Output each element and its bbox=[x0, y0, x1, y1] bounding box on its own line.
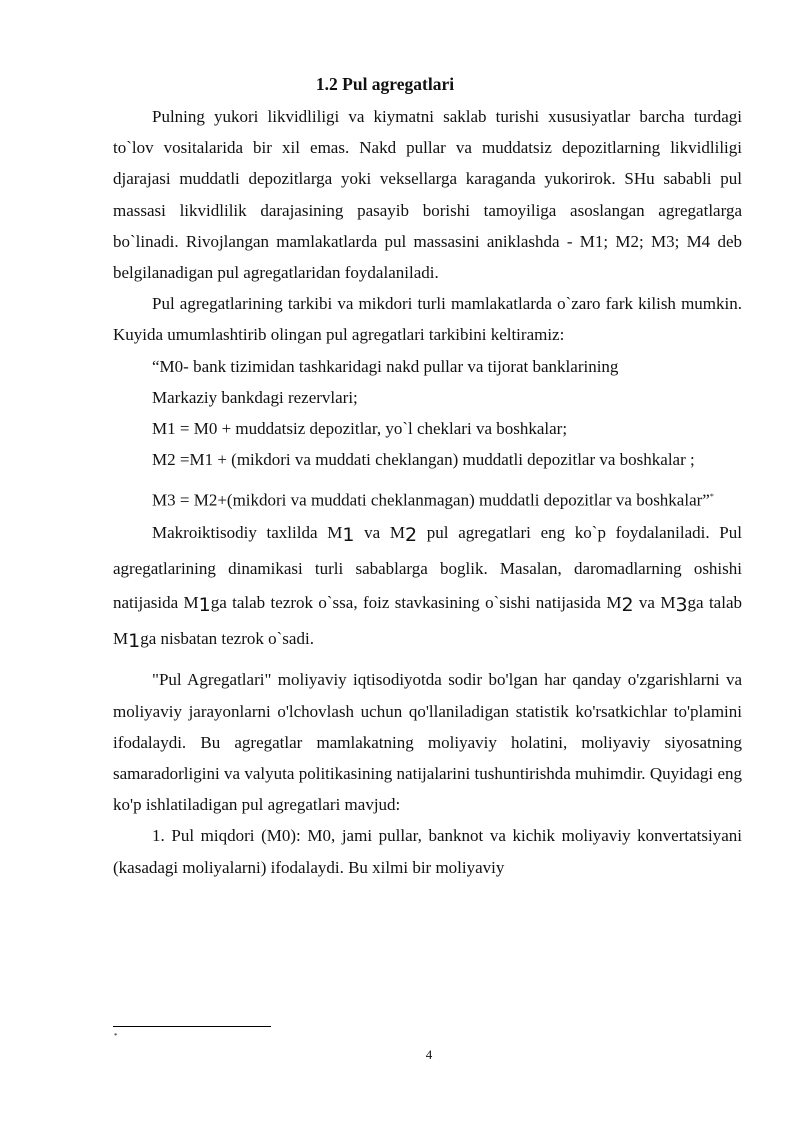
paragraph-aggregates-definition: "Pul Agregatlari" moliyaviy iqtisodiyotda sodir bo'lgan har qanday o'zgarishlarni va moliyaviy jarayonlarni o'lchovlash uchun qo'llaniladigan statistik ko'rsatkichlar to'plamini ifodalaydi. Bu agregatlar mamlakatning moliyaviy holatini, moliyaviy siyosatning samaradorligini va valyuta politikasining natijalarini tushuntirishda muhimdir. Quyidagi eng ko'p ishlatiladigan pul agregatlari mavjud: bbox=[113, 670, 742, 815]
quote-line-m0: “M0- bank tizimidan tashkaridagi nakd pullar va tijorat banklarining bbox=[152, 356, 619, 376]
body-text bbox=[113, 101, 742, 883]
footnote-marker: * bbox=[114, 1032, 118, 1040]
footnote-divider bbox=[113, 1026, 271, 1027]
paragraph-m0-item: 1. Pul miqdori (M0): M0, jami pullar, banknot va kichik moliyaviy konvertatsiyani (kasadagi moliyalarni) ifodalaydi. Bu xilmi bir moliyaviy bbox=[113, 826, 742, 877]
quote-line-m2: M2 =M1 + (mikdori va muddati cheklangan) muddatli depozitlar va boshkalar ; bbox=[152, 450, 695, 470]
page-number: 4 bbox=[425, 1047, 433, 1062]
paragraph-macro-analysis: Makroiktisodiy taxlilda M1 va M2 pul agregatlari eng ko`p foydalaniladi. Pul agregatlarining dinamikasi turli sabablarga boglik. Masalan, daromadlarning oshishi natijasida M1ga talab tezrok o`ssa, foiz stavkasining o`sishi natijasida M2 va M3ga talab M1ga nisbatan tezrok o`sadi. bbox=[113, 523, 742, 653]
quote-line-m3-text: M3 = M2+(mikdori va muddati cheklanmagan) muddatli depozitlar va boshkalar” bbox=[152, 491, 710, 511]
quote-line-m3 bbox=[113, 481, 742, 516]
quote-line-reserves: Markaziy bankdagi rezervlari; bbox=[152, 387, 358, 407]
quote-line-m1: M1 = M0 + muddatsiz depozitlar, yo`l cheklari va boshkalar; bbox=[152, 419, 568, 439]
section-heading: 1.2 Pul agregatlari bbox=[315, 74, 455, 94]
paragraph-intro: Pulning yukori likvidliligi va kiymatni saklab turishi xususiyatlar barcha turdagi to`lov vositalarida bir xil emas. Nakd pullar va muddatsiz depozitlarning likvidliligi djarajasi muddatli depozitlarga yoki veksellarga karaganda yukorirok. SHu sababli pul massasi likvidlilik darajasining pasayib borishi tamoyiliga asoslangan agregatlarga bo`linadi. Rivojlangan mamlakatlarda pul massasini aniklashda - M1; M2; M3; M4 deb belgilanadigan pul agregatlaridan foydalaniladi. bbox=[113, 107, 742, 283]
paragraph-composition: Pul agregatlarining tarkibi va mikdori turli mamlakatlarda o`zaro fark kilish mumkin. Kuyida umumlashtirib olingan pul agregatlari tarkibini keltiramiz: bbox=[113, 294, 742, 345]
footnote-reference: * bbox=[709, 492, 714, 502]
